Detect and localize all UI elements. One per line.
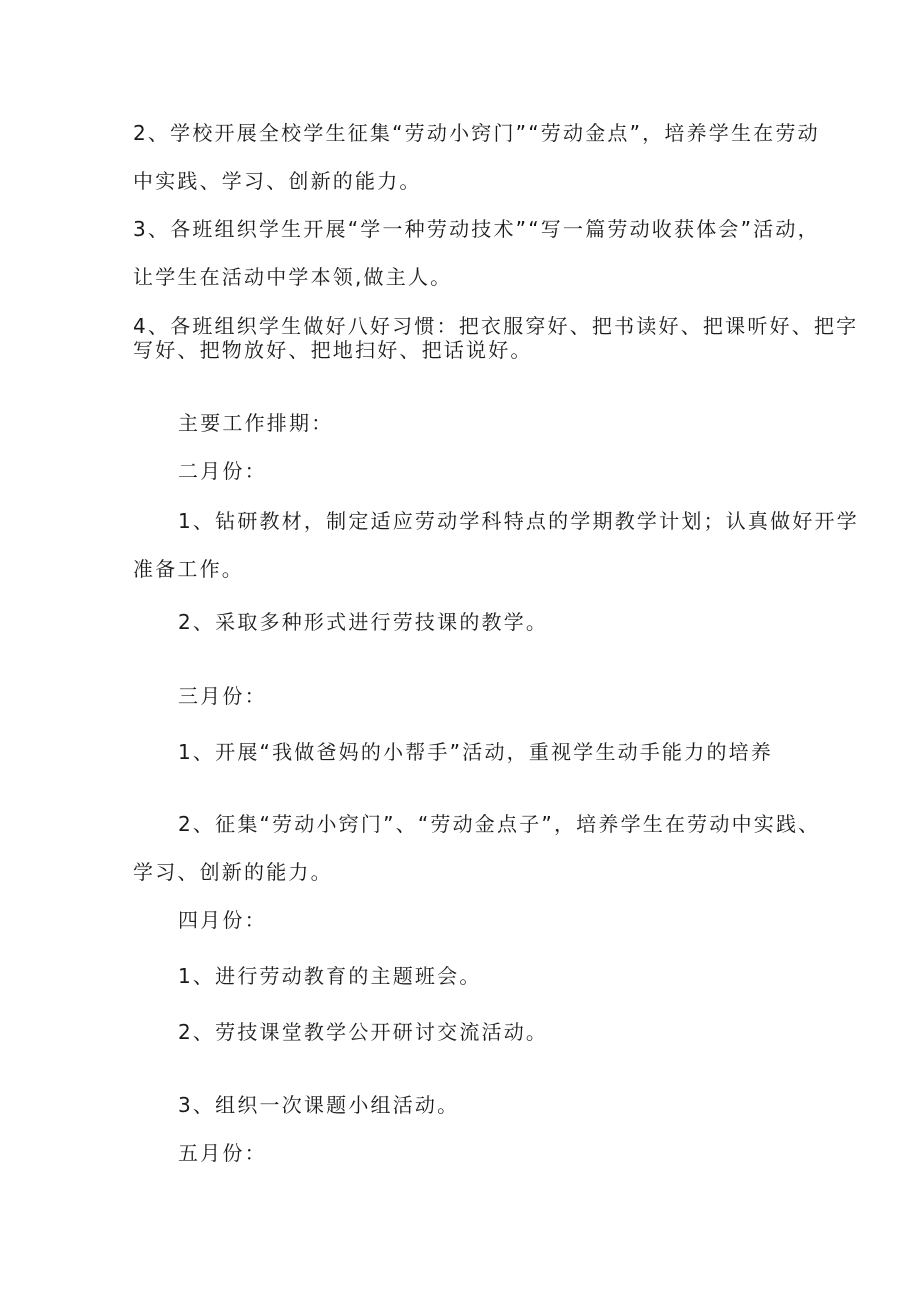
paragraph-item-2-line-2: 中实践、学习、创新的能力。 — [133, 169, 422, 193]
paragraph-item-4-line-2: 写好、把物放好、把地扫好、把话说好。 — [133, 338, 533, 362]
february-item-1-line-1: 1、钻研教材，制定适应劳动学科特点的学期教学计划；认真做好开学 — [178, 509, 859, 533]
paragraph-item-3-line-1: 3、各班组织学生开展“学一种劳动技术”“写一篇劳动收获体会”活动， — [133, 217, 820, 241]
march-item-1: 1、开展“我做爸妈的小帮手”活动，重视学生动手能力的培养 — [178, 740, 774, 764]
paragraph-item-2-line-1: 2、学校开展全校学生征集“劳动小窍门”“劳动金点”，培养学生在劳动 — [133, 121, 820, 145]
month-heading-february: 二月份： — [178, 459, 267, 483]
april-item-2: 2、劳技课堂教学公开研讨交流活动。 — [178, 1020, 549, 1044]
paragraph-item-4-line-1: 4、各班组织学生做好八好习惯：把衣服穿好、把书读好、把课听好、把字 — [133, 314, 859, 338]
paragraph-item-3-line-2: 让学生在活动中学本领,做主人。 — [133, 265, 453, 289]
february-item-1-line-2: 准备工作。 — [133, 557, 244, 581]
march-item-2-line-2: 学习、创新的能力。 — [133, 860, 333, 884]
february-item-2: 2、采取多种形式进行劳技课的教学。 — [178, 610, 549, 634]
schedule-heading: 主要工作排期： — [178, 411, 334, 435]
april-item-1: 1、进行劳动教育的主题班会。 — [178, 964, 482, 988]
month-heading-april: 四月份： — [178, 908, 267, 932]
month-heading-march: 三月份： — [178, 684, 267, 708]
march-item-2-line-1: 2、征集“劳动小窍门”、“劳动金点子”，培养学生在劳动中实践、 — [178, 812, 821, 836]
april-item-3: 3、组织一次课题小组活动。 — [178, 1093, 460, 1117]
month-heading-may: 五月份： — [178, 1141, 267, 1165]
